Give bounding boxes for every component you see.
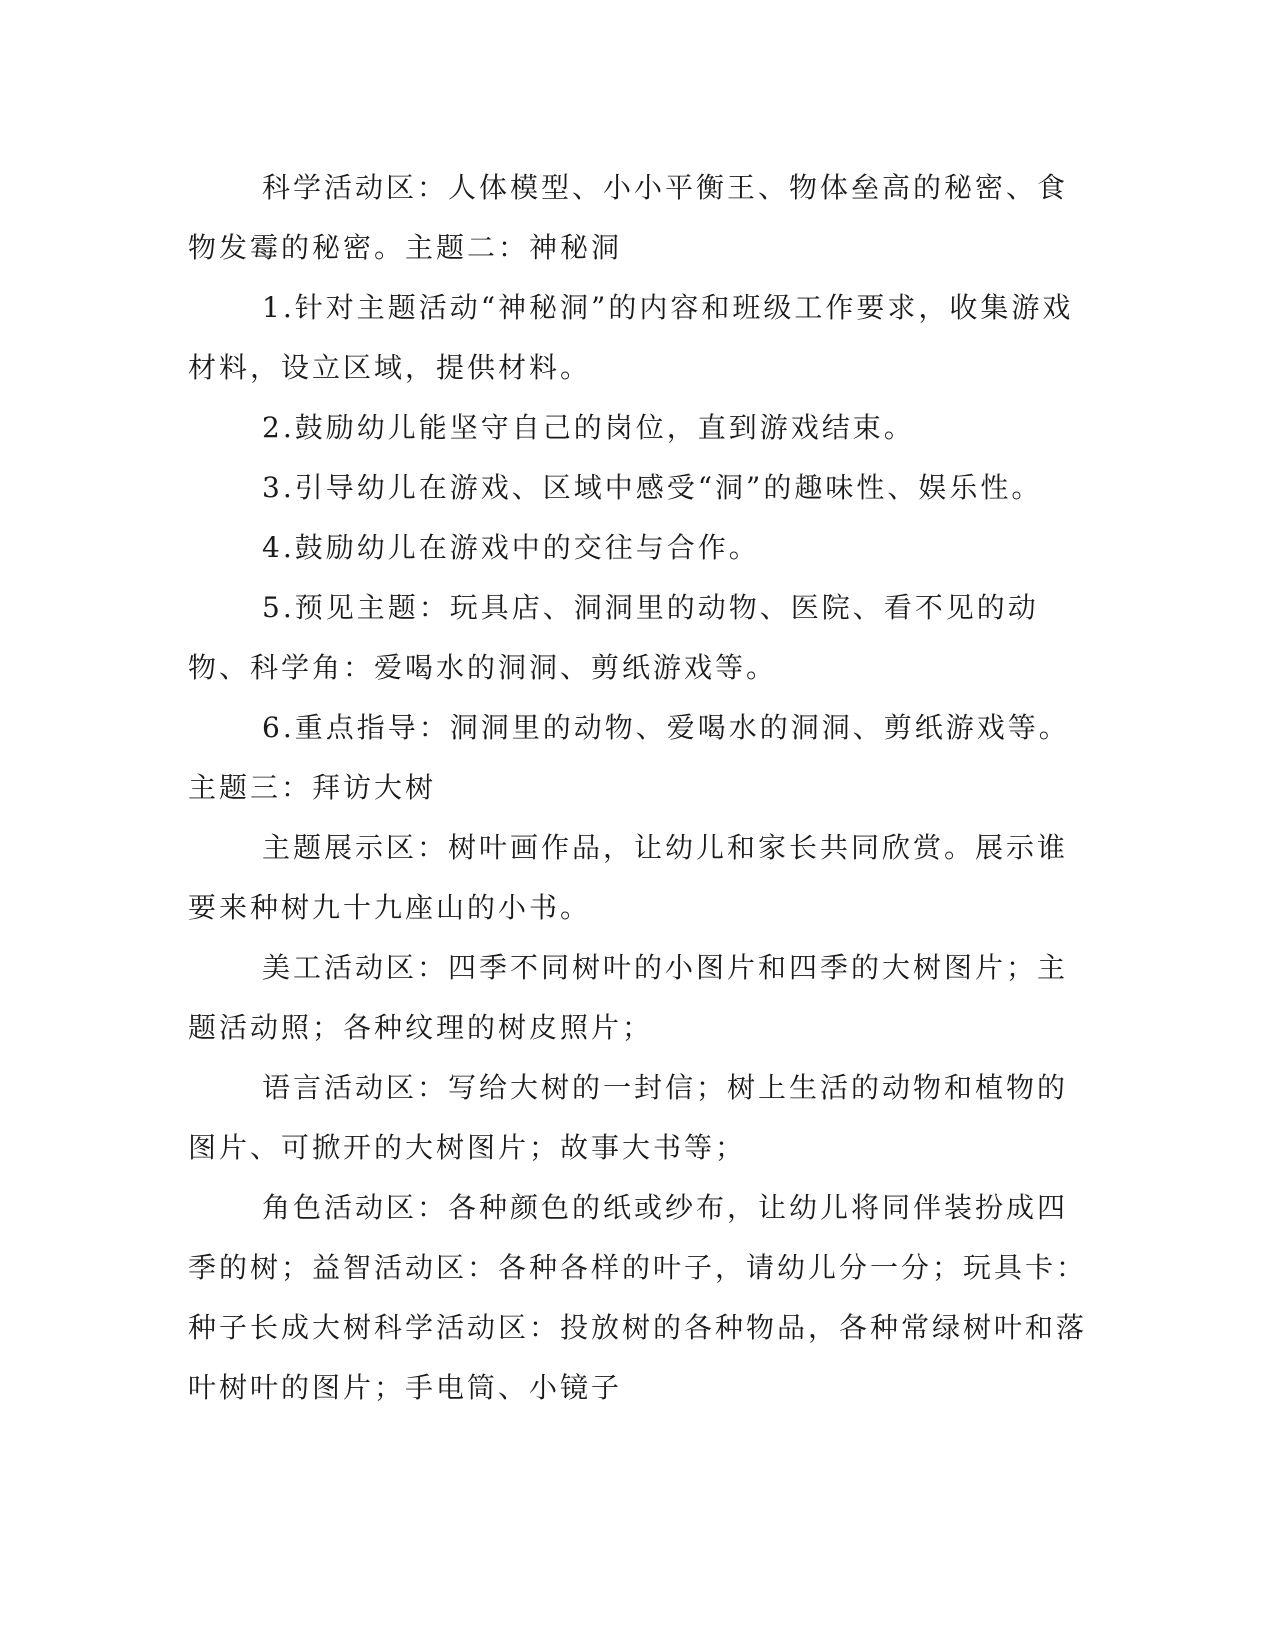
document-body (188, 158, 1088, 1418)
paragraph-role-area: 角色活动区：各种颜色的纸或纱布，让幼儿将同伴装扮成四季的树；益智活动区：各种各样的叶子，请幼儿分一分；玩具卡：种子长成大树科学活动区：投放树的各种物品，各种常绿树叶和落叶树叶的图片；手电筒、小镜子 (188, 1191, 1088, 1404)
paragraph-item-3: 3.引导幼儿在游戏、区域中感受“洞”的趣味性、娱乐性。 (262, 471, 1043, 504)
paragraph-science-area: 科学活动区：人体模型、小小平衡王、物体垒高的秘密、食物发霉的秘密。主题二：神秘洞 (188, 171, 1069, 264)
paragraph-item-2: 2.鼓励幼儿能坚守自己的岗位，直到游戏结束。 (262, 411, 915, 444)
paragraph-art-area: 美工活动区：四季不同树叶的小图片和四季的大树图片；主题活动照；各种纹理的树皮照片； (188, 951, 1069, 1044)
paragraph-item-1: 1.针对主题活动“神秘洞”的内容和班级工作要求，收集游戏材料，设立区域，提供材料。 (188, 291, 1074, 384)
paragraph-item-6: 6.重点指导：洞洞里的动物、爱喝水的洞洞、剪纸游戏等。主题三：拜访大树 (188, 711, 1070, 804)
paragraph-theme-display-area: 主题展示区：树叶画作品，让幼儿和家长共同欣赏。展示谁要来种树九十九座山的小书。 (188, 831, 1069, 924)
paragraph-item-5: 5.预见主题：玩具店、洞洞里的动物、医院、看不见的动物、科学角：爱喝水的洞洞、剪纸游戏等。 (188, 591, 1039, 684)
paragraph-item-4: 4.鼓励幼儿在游戏中的交往与合作。 (262, 531, 760, 564)
paragraph-language-area: 语言活动区：写给大树的一封信；树上生活的动物和植物的图片、可掀开的大树图片；故事大书等； (188, 1071, 1069, 1164)
